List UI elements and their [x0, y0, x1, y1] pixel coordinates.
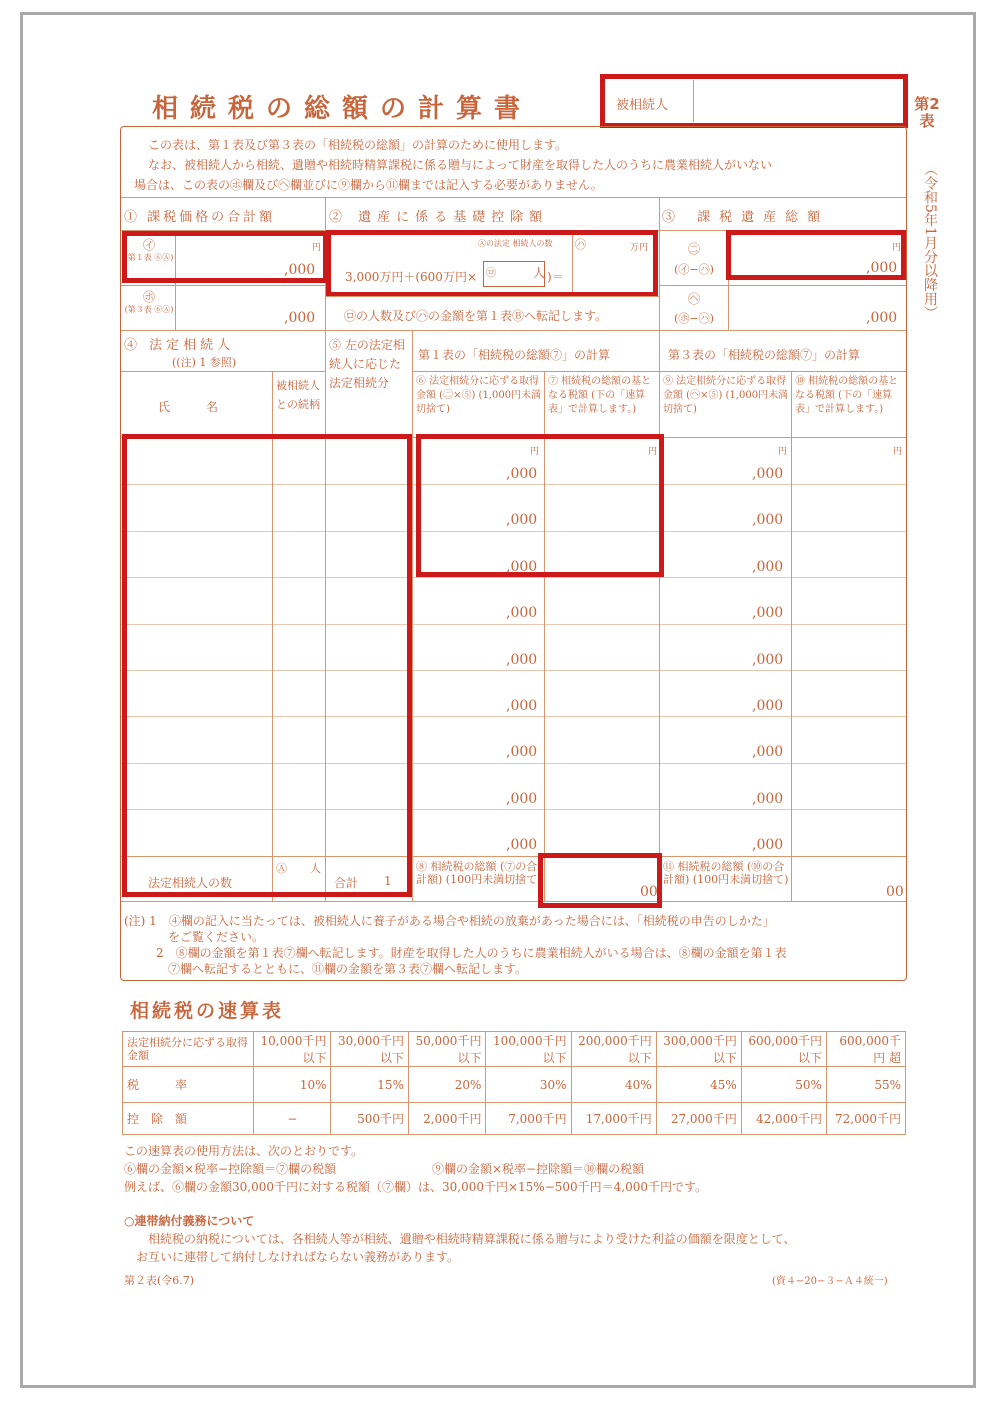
formula-ro: ㋺: [486, 268, 496, 279]
bracket-5: 200,000千円 以下: [571, 1032, 656, 1067]
he-value[interactable]: ,000: [866, 310, 898, 326]
group1-header: 第１表の「相続税の総額⑦」の計算: [418, 348, 611, 362]
deduct-1: −: [254, 1103, 331, 1135]
deduct-3: 2,000千円: [408, 1103, 485, 1135]
section3-header: ③ 課税遺産総額: [662, 210, 830, 225]
formula-end: )＝: [547, 270, 564, 284]
c6-row-value[interactable]: ,000: [506, 744, 538, 760]
intro-line2: なお、被相続人から相続、遺贈や相続時精算課税に係る贈与によって財産を取得した人のうちに農業相続人がいない: [148, 158, 773, 172]
c7-yen: 円: [648, 447, 658, 457]
c9-row-value[interactable]: ,000: [752, 512, 784, 528]
i-sub: (第１表 ⑥Ⓐ): [124, 253, 174, 262]
c9-row-value[interactable]: ,000: [752, 652, 784, 668]
ni-value[interactable]: ,000: [866, 260, 898, 276]
c9-row-value[interactable]: ,000: [752, 744, 784, 760]
bracket-2: 30,000千円 以下: [331, 1032, 408, 1067]
c6-yen: 円: [530, 447, 540, 457]
section2-header: ② 遺産に係る基礎控除額: [329, 210, 549, 225]
usage-line2b: ⑨欄の金額×税率−控除額＝⑩欄の税額: [432, 1162, 645, 1176]
highlight-amounts: [416, 434, 664, 577]
rate-head-label: 法定相続分に応ずる取得金額: [123, 1032, 254, 1067]
i-value[interactable]: ,000: [284, 262, 316, 278]
c9-yen: 円: [778, 447, 788, 457]
ha-label: ㋩: [575, 238, 586, 251]
total-label: 合計: [334, 876, 359, 890]
col5-header: ⑤ 左の法定相続人に応じた法定相続分: [329, 338, 405, 390]
section1-header: ① 課税価格の合計額: [124, 210, 276, 225]
bracket-7: 600,000千円 以下: [741, 1032, 826, 1067]
rate-table-title: 相続税の速算表: [130, 1000, 285, 1022]
rate-2: 15%: [331, 1067, 408, 1103]
c9-row-value[interactable]: ,000: [752, 466, 784, 482]
bracket-4: 100,000千円 以下: [486, 1032, 571, 1067]
ni-label: ㊁: [687, 242, 700, 256]
ho-label: ㋭: [142, 290, 155, 304]
i-label: ㋑: [142, 238, 155, 252]
intro-line1: この表は、第１表及び第３表の「相続税の総額」の計算のために使用します。: [148, 138, 568, 152]
c6-row-value[interactable]: ,000: [506, 791, 538, 807]
ha-unit: 万円: [630, 243, 649, 253]
deduct-2: 500千円: [331, 1103, 408, 1135]
note1a: (注) 1 ④欄の記入に当たっては、被相続人に養子がある場合や相続の放棄があった場合には、「相続税の申告のしかた」: [124, 914, 775, 928]
c9-row-value[interactable]: ,000: [752, 559, 784, 575]
ho-value[interactable]: ,000: [284, 310, 316, 326]
ni-formula: (㋑−㋩): [674, 263, 714, 276]
usage-line2a: ⑥欄の金額×税率−控除額＝⑦欄の税額: [124, 1162, 337, 1176]
c9-row-value[interactable]: ,000: [752, 605, 784, 621]
ni-unit: 円: [892, 243, 902, 253]
joint-line1: 相続税の納税については、各相続人等が相続、遺贈や相続時精算課税に係る贈与により受けた利益の価額を限度として、: [148, 1232, 796, 1246]
c8-value[interactable]: 00: [640, 884, 658, 900]
i-unit: 円: [312, 243, 322, 253]
note2b: ⑦欄へ転記するとともに、⑪欄の金額を第３表⑦欄へ転記します。: [168, 962, 528, 976]
highlight-ni: [726, 230, 906, 280]
rate-table: [122, 1031, 906, 1135]
c10-header: ⑩ 相続税の総額の基となる税額 (下の「速算表」で計算します。): [795, 376, 899, 415]
bracket-1: 10,000千円 以下: [254, 1032, 331, 1067]
c6-row-value[interactable]: ,000: [506, 512, 538, 528]
c8-label: ⑧ 相続税の総額 (⑦の合計額) (100円未満切捨て): [416, 860, 542, 886]
formula-person: 人: [533, 266, 546, 280]
c6-row-value[interactable]: ,000: [506, 559, 538, 575]
highlight-heirs-names: [122, 434, 412, 897]
deduct-6: 27,000千円: [656, 1103, 741, 1135]
highlight-decedent: [600, 74, 908, 128]
deduct-4: 7,000千円: [486, 1103, 571, 1135]
joint-line2: お互いに連帯して納付しなければならない義務があります。: [136, 1250, 460, 1264]
decedent-label: 被相続人: [616, 98, 669, 113]
name-header: 氏 名: [158, 400, 223, 414]
he-label: ㋬: [687, 292, 700, 306]
c11-value[interactable]: 00: [886, 884, 904, 900]
rate-4: 30%: [486, 1067, 571, 1103]
heirs-count-label: 法定相続人の数: [148, 876, 233, 890]
deduct-8: 72,000千円: [826, 1103, 905, 1135]
c6-row-value[interactable]: ,000: [506, 605, 538, 621]
page-title: 相続税の総額の計算書: [152, 94, 533, 124]
rate-3: 20%: [408, 1067, 485, 1103]
usage-line1: この速算表の使用方法は、次のとおりです。: [124, 1144, 364, 1158]
col4-note: ((注) 1 参照): [172, 356, 237, 369]
side-note: （令和5年1月分以降用）: [922, 162, 938, 320]
rate-1: 10%: [254, 1067, 331, 1103]
intro-line3: 場合は、この表の㋭欄及び㋬欄並びに⑨欄から⑪欄までは記入する必要がありません。: [134, 178, 603, 192]
rate-8: 55%: [826, 1067, 905, 1103]
c10-yen: 円: [893, 447, 903, 457]
rate-7: 50%: [741, 1067, 826, 1103]
he-formula: (㋭−㋩): [674, 312, 714, 325]
c6-row-value[interactable]: ,000: [506, 652, 538, 668]
footer-left: 第２表(令6.7): [124, 1274, 195, 1287]
bracket-8: 600,000千円 超: [826, 1032, 905, 1067]
deduct-label: 控 除 額: [123, 1103, 254, 1135]
highlight-basic-deduction: [326, 230, 658, 297]
rate-label: 税 率: [123, 1067, 254, 1103]
deduct-7: 42,000千円: [741, 1103, 826, 1135]
c7-header: ⑦ 相続税の総額の基となる税額 (下の「速算表」で計算します。): [548, 376, 652, 415]
relation-header: 被相続人との続柄: [276, 379, 320, 411]
heirs-count-mark: Ⓐ: [276, 862, 287, 875]
formula-a: 3,000万円＋(600万円×: [345, 270, 477, 284]
transfer-note: ㋺の人数及び㋩の金額を第１表Ⓑへ転記します。: [344, 309, 608, 323]
side-label: 第2表: [914, 95, 940, 130]
total-value: 1: [384, 874, 392, 888]
heirs-caption: Ⓐの法定 相続人の数: [478, 239, 553, 248]
group3-header: 第３表の「相続税の総額⑦」の計算: [668, 348, 861, 362]
rate-5: 40%: [571, 1067, 656, 1103]
c11-label: ⑪ 相続税の総額 (⑩の合計額) (100円未満切捨て): [663, 860, 789, 886]
bracket-3: 50,000千円 以下: [408, 1032, 485, 1067]
highlight-i: [122, 231, 328, 283]
ho-sub: (第３表 ⑥Ⓐ): [124, 305, 174, 314]
c9-header: ⑨ 法定相続分に応ずる取得金額 (㋬×⑤) (1,000円未満切捨て): [663, 376, 789, 415]
c6-header: ⑥ 法定相続分に応ずる取得金額 (㊁×⑤) (1,000円未満切捨て): [416, 376, 542, 415]
deduct-5: 17,000千円: [571, 1103, 656, 1135]
note1b: をご覧ください。: [168, 930, 265, 944]
c6-row-value[interactable]: ,000: [506, 837, 538, 853]
heirs-count-unit: 人: [310, 862, 321, 875]
c9-row-value[interactable]: ,000: [752, 791, 784, 807]
c9-row-value[interactable]: ,000: [752, 837, 784, 853]
highlight-total-tax: [538, 853, 662, 908]
col4-header: ④ 法定相続人: [124, 338, 235, 353]
c6-row-value[interactable]: ,000: [506, 698, 538, 714]
joint-title: ○連帯納付義務について: [124, 1214, 255, 1228]
c9-row-value[interactable]: ,000: [752, 698, 784, 714]
rate-6: 45%: [656, 1067, 741, 1103]
footer-right: (資４−20−３−Ａ４統一): [772, 1276, 888, 1287]
note2a: 2 ⑧欄の金額を第１表⑦欄へ転記します。財産を取得した人のうちに農業相続人がいる場合は、⑧欄の金額を第１表: [156, 946, 787, 960]
bracket-6: 300,000千円 以下: [656, 1032, 741, 1067]
usage-line3: 例えば、⑥欄の金額30,000千円に対する税額（⑦欄）は、30,000千円×15%−500千円＝4,000千円です。: [124, 1180, 708, 1194]
c6-row-value[interactable]: ,000: [506, 466, 538, 482]
